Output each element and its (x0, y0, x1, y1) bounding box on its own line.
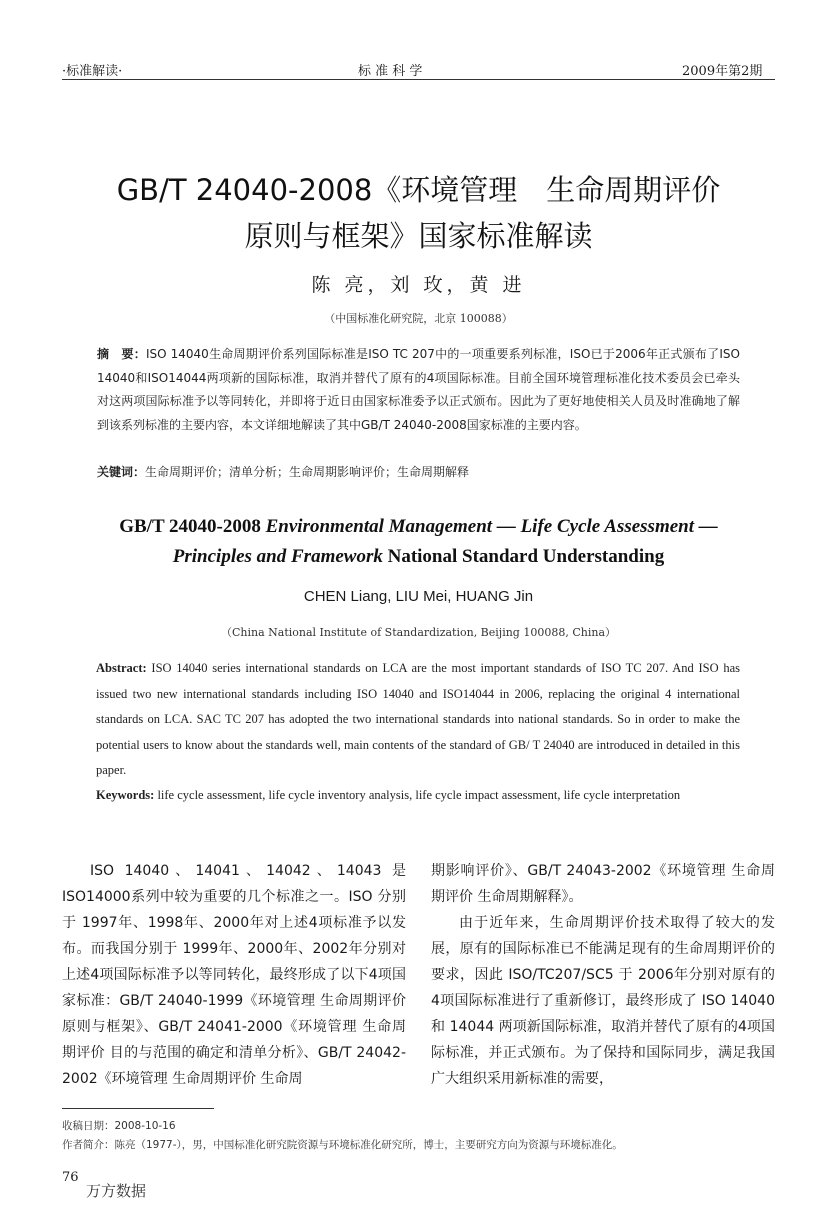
authors-cn: 陈 亮，刘 玫，黄 进 (311, 274, 526, 296)
abstract-en-label: Abstract: (96, 661, 152, 675)
watermark: 万方数据 (86, 1182, 147, 1200)
keywords-cn (97, 461, 740, 485)
title-en-line1 (0, 516, 837, 538)
title-cn-line2: 原则与框架》国家标准解读 (244, 219, 593, 253)
keywords-en-text: life cycle assessment, life cycle inventory analysis, life cycle impact assessment, life cycle interpretation (157, 788, 681, 802)
title-en-code: GB/T 24040-2008 (119, 516, 266, 537)
abstract-en-text: ISO 14040 series international standards on LCA are the most important standards of ISO TC 207. And ISO has issued two new international standards including ISO 14040 and ISO14044 in 2006, replacing the original 4 international standards on LCA. SAC TC 207 has adopted the two international standards into national standards. So in order to make the potential users to know about the standards well, main contents of the standard of GB/ T 24040 are introduced in detailed in this paper. (96, 661, 740, 777)
abstract-cn (97, 343, 740, 437)
title-cn-line1: GB/T 24040-2008《环境管理 生命周期评价 (116, 173, 721, 207)
abstract-cn-text: ISO 14040生命周期评价系列国际标准是ISO TC 207中的一项重要系列标准，ISO已于2006年正式颁布了ISO 14040和ISO14044两项新的国际标准，取消并替代了原有的4项国际标准。目前全国环境管理标准化技术委员会已牵头对这两项国际标准予以等同转化，并即将于近日由国家标准委予以正式颁布。因此为了更好地使相关人员及时准确地了解到该系列标准的主要内容，本文详细地解读了其中GB/T 24040-2008国家标准的主要内容。 (97, 347, 740, 432)
title-en-suffix: National Standard Understanding (382, 546, 665, 567)
page-number: 76 (62, 1170, 79, 1185)
title-en-italic2: Principles and Framework (172, 546, 383, 567)
header-rule (62, 79, 775, 80)
abstract-en (96, 656, 740, 784)
body-paragraph: ISO 14040、14041、14042、14043 是 ISO14000系列中较为重要的几个标准之一。ISO 分别于 1997年、1998年、2000年对上述4项标准予以发布。而我国分别于 1999年、2000年、2002年分别对上述4项国际标准予以等同转化，最终形成了以下4项国家标准：GB/T 24040-1999《环境管理 生命周期评价 原则与框架》、GB/T 24041-2000《环境管理 生命周期评价 目的与范围的确定和清单分析》、GB/T 24042-2002《环境管理 生命周期评价 生命周 (62, 863, 406, 1087)
body-column-left (62, 858, 406, 1092)
keywords-en-label: Keywords: (96, 788, 158, 802)
affiliation-en: （China National Institute of Standardization, Beijing 100088, China） (220, 626, 616, 639)
received-date: 收稿日期：2008-10-16 (62, 1120, 176, 1132)
title-en-italic1: Environmental Management — Life Cycle Assessment — (265, 516, 718, 537)
authors-en: CHEN Liang, LIU Mei, HUANG Jin (303, 588, 534, 605)
title-en-line2 (0, 546, 837, 568)
keywords-cn-label: 关键词： (97, 465, 146, 479)
author-bio: 作者简介：陈亮（1977-），男，中国标准化研究院资源与环境标准化研究所，博士，主要研究方向为资源与环境标准化。 (62, 1139, 623, 1151)
journal-name: 标 准 科 学 (358, 64, 423, 79)
footnote-rule (62, 1108, 214, 1109)
keywords-cn-text: 生命周期评价；清单分析；生命周期影响评价；生命周期解释 (145, 465, 470, 479)
body-column-right (431, 858, 775, 1092)
issue-label: 2009年第2期 (682, 64, 763, 79)
body-paragraph: 由于近年来，生命周期评价技术取得了较大的发展，原有的国际标准已不能满足现有的生命周期评价的要求，因此 ISO/TC207/SC5 于 2006年分别对原有的4项国际标准进行了重新修订，最终形成了 ISO 14040 和 14044 两项新国际标准，取消并替代了原有的4项国际标准，并正式颁布。为了保持和国际同步，满足我国广大组织采用新标准的需要， (431, 915, 775, 1087)
section-label: ·标准解读· (62, 64, 123, 79)
keywords-en (96, 783, 740, 809)
abstract-cn-label: 摘 要： (97, 347, 146, 361)
affiliation-cn: （中国标准化研究院，北京 100088） (324, 312, 513, 325)
body-paragraph: 期影响评价》、GB/T 24043-2002《环境管理 生命周期评价 生命周期解释》。 (431, 863, 775, 905)
